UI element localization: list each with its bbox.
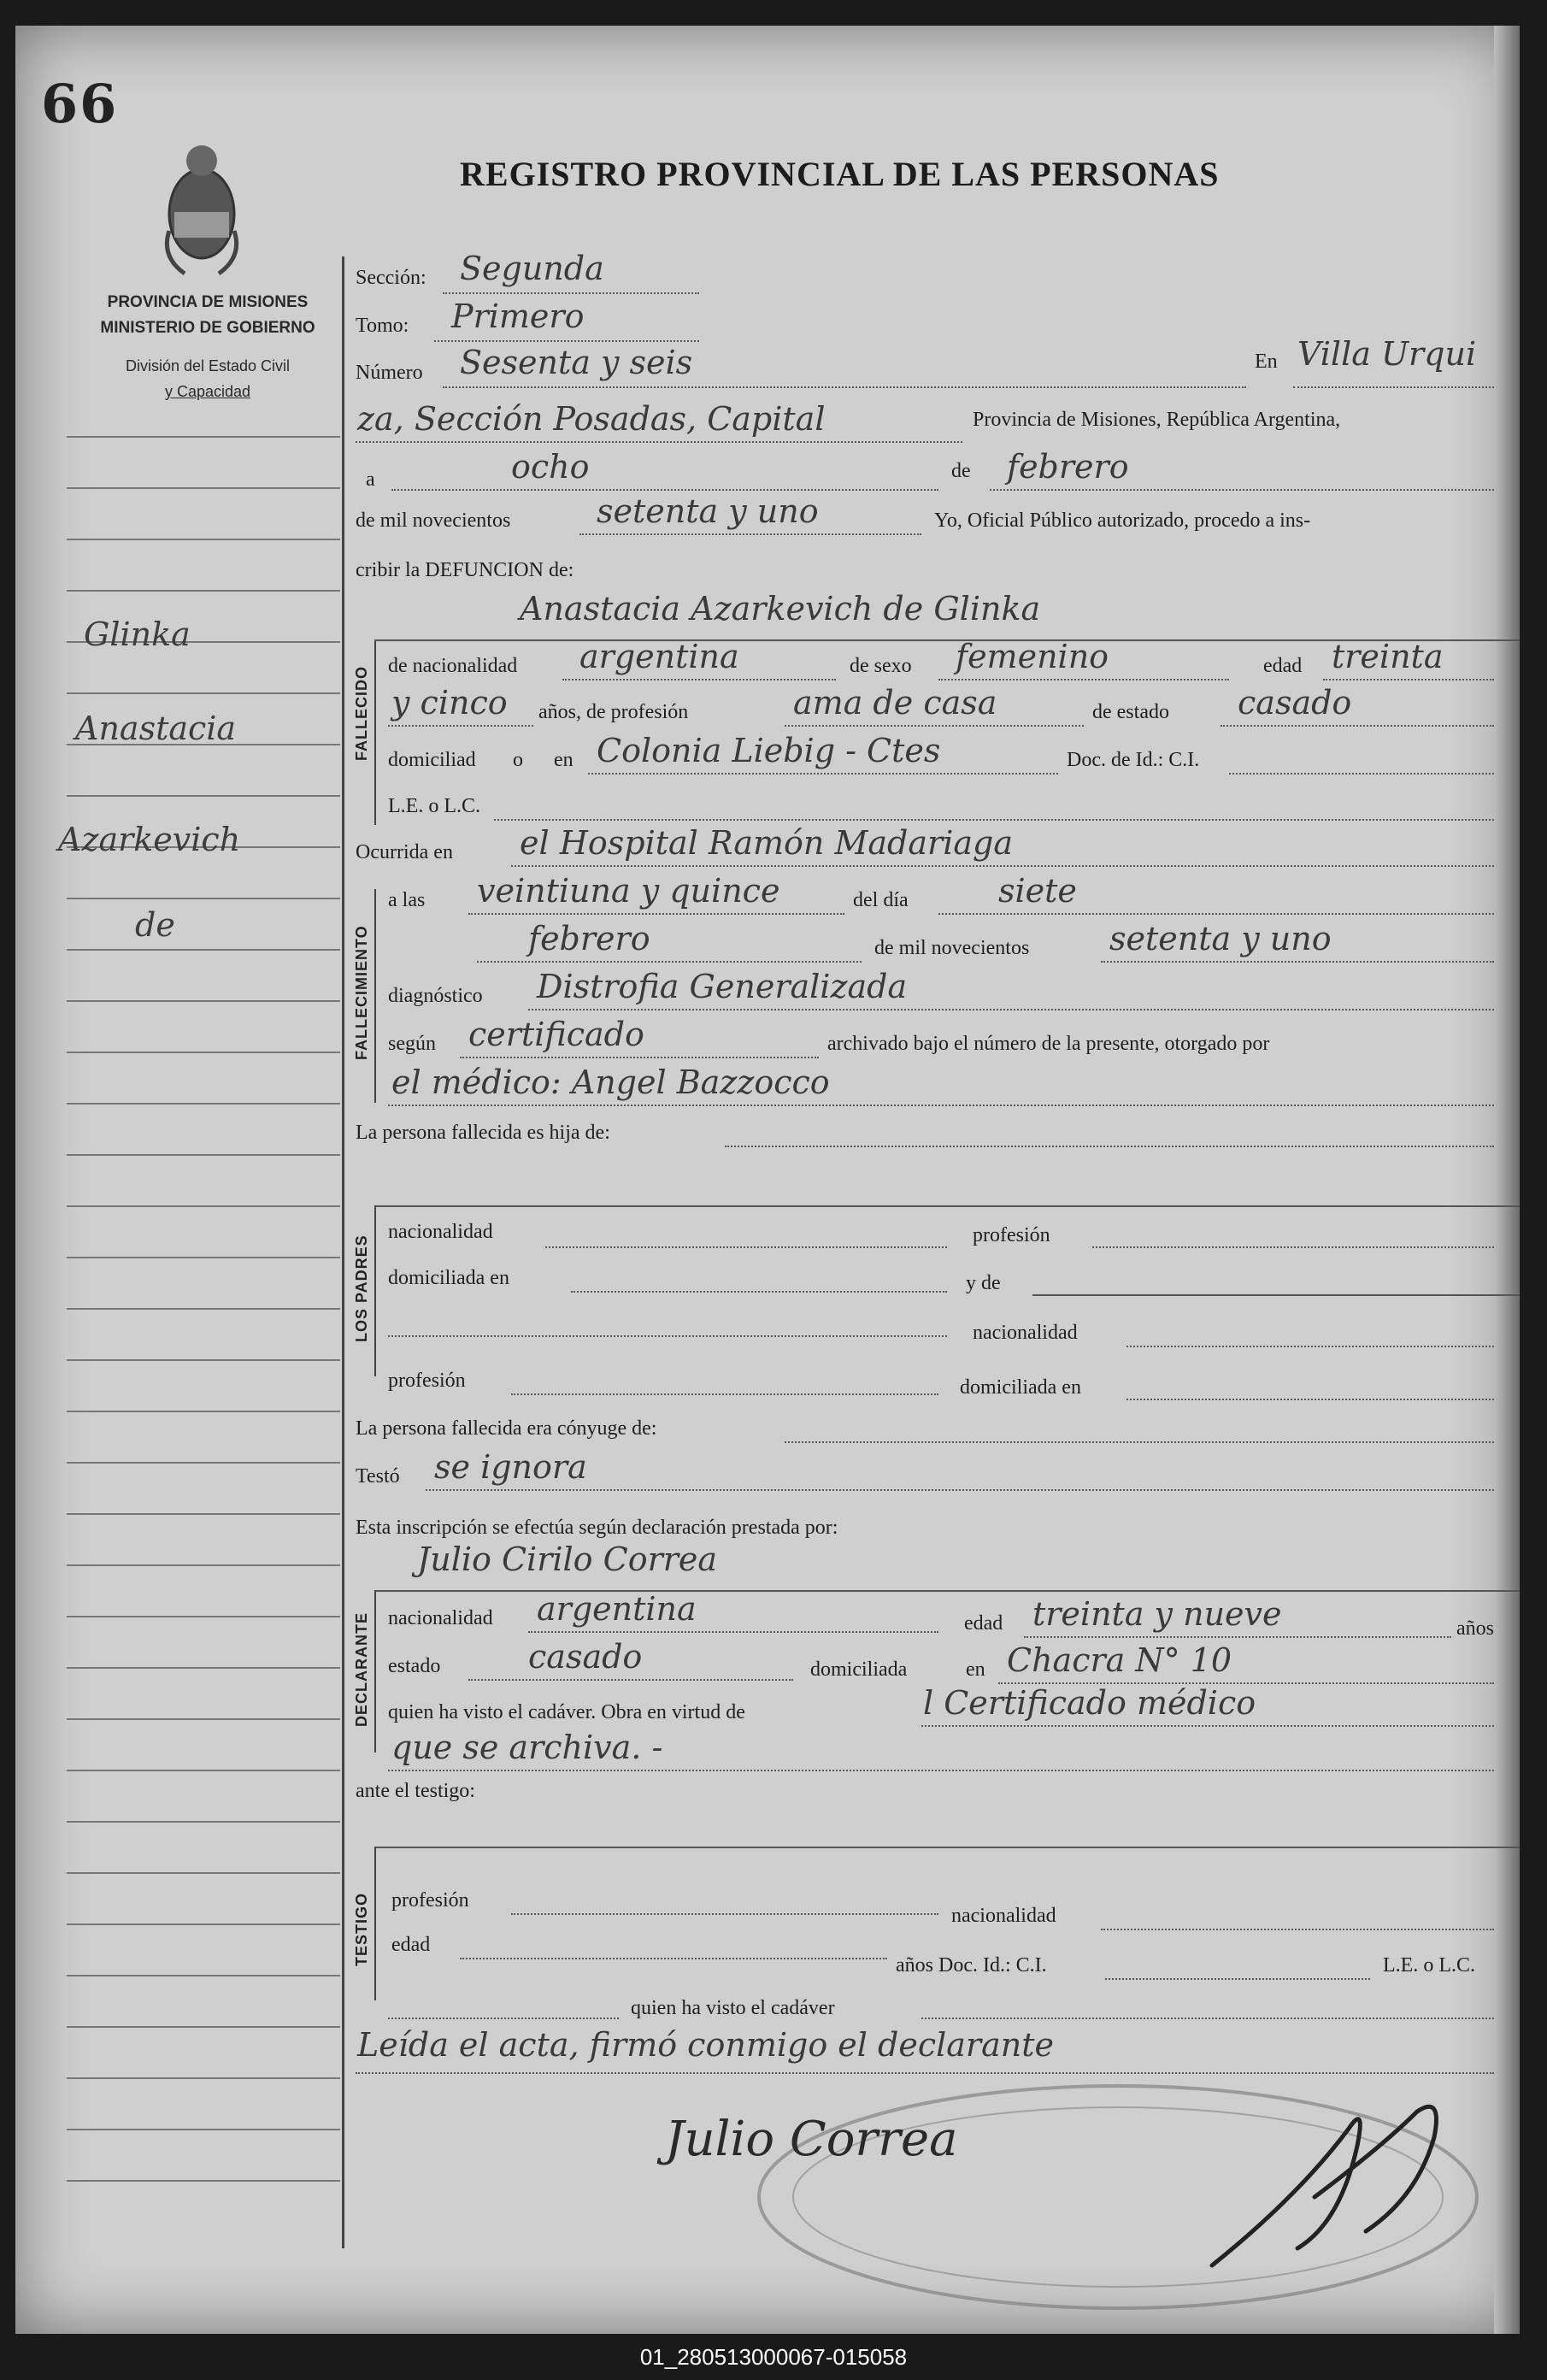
domicilio-o: o [513,749,523,771]
en-value: Villa Urqui [1297,335,1477,373]
declarante-name: Julio Cirilo Correa [417,1541,718,1578]
testigo-side-label: TESTIGO [353,1892,370,1966]
obra-value: l Certificado médico [923,1684,1256,1722]
tomo-value: Primero [451,298,585,335]
declarante-nacionalidad-label: nacionalidad [388,1607,493,1629]
oficial-text: Yo, Oficial Público autorizado, procedo a ins- [934,510,1311,532]
profesion-value: ama de casa [793,684,997,722]
fallecido-name: Anastacia Azarkevich de Glinka [520,590,1041,627]
madre-nacionalidad-label: nacionalidad [973,1322,1078,1344]
declarante-domicilio-value: Chacra N° 10 [1007,1641,1232,1679]
edad-label: edad [1263,655,1303,677]
inscribir-text: cribir la DEFUNCION de: [356,559,574,581]
doc-label: Doc. de Id.: C.I. [1067,749,1200,771]
en-label: En [1255,351,1278,373]
fallecido-side-label: FALLECIDO [353,666,370,761]
hora-value: veintiuna y quince [477,872,780,910]
mes-fall-value: febrero [528,920,650,957]
declarante-domicilio-en: en [966,1658,985,1681]
anio-fall-value: setenta y uno [1109,920,1332,957]
declarante-domicilio-label: domiciliada [810,1658,908,1681]
estado-label: de estado [1092,701,1169,723]
medico-value: el médico: Angel Bazzocco [391,1063,830,1101]
dia-fall-value: siete [998,872,1077,910]
padres-side-label: LOS PADRES [353,1234,370,1342]
madre-yde-label: y de [966,1272,1001,1294]
numero-value: Sesenta y seis [460,344,693,381]
image-id-footer: 01_280513000067-015058 [639,2344,908,2370]
testigo-edad-label: edad [391,1934,431,1956]
domicilio-value: Colonia Liebig - Ctes [597,732,941,769]
declaracion-text: Esta inscripción se efectúa según declaración prestada por: [356,1517,838,1539]
declarante-edad-value: treinta y nueve [1032,1595,1282,1633]
nacionalidad-value: argentina [579,638,739,675]
register-page [15,26,1520,2334]
dia-value: ocho [511,448,590,486]
sexo-label: de sexo [850,655,912,677]
margin-note-surname: Glinka [84,616,191,653]
padre-domicilio-label: domiciliada en [388,1267,509,1289]
closing-statement: Leída el acta, firmó conmigo el declarante [357,2026,1054,2064]
profesion-label: años, de profesión [538,701,689,723]
de-label: de [951,460,971,482]
testigo-nacionalidad-label: nacionalidad [951,1905,1056,1927]
segun-label: según [388,1033,436,1055]
declarante-edad-label: edad [964,1612,1003,1635]
provincia-text: Provincia de Misiones, República Argentina, [973,409,1341,431]
anio-label: de mil novecientos [356,510,511,532]
numero-label: Número [356,362,423,384]
hora-label: a las [388,889,426,911]
domicilio-label: domiciliad [388,749,476,771]
tomo-label: Tomo: [356,315,409,337]
edad-value: treinta [1332,638,1444,675]
ocurrida-value: el Hospital Ramón Madariaga [520,824,1013,862]
official-signature-icon [1195,2094,1468,2283]
declarante-estado-value: casado [528,1638,643,1676]
obra-continuation: que se archiva. - [391,1729,663,1766]
declarante-side-label: DECLARANTE [353,1612,370,1727]
anio-fall-label: de mil novecientos [874,937,1030,959]
estado-value: casado [1238,684,1352,722]
cadaver-text: quien ha visto el cadáver. Obra en virtud de [388,1701,745,1723]
padre-profesion-label: profesión [973,1224,1050,1246]
ocurrida-label: Ocurrida en [356,841,453,863]
declarante-anios: años [1456,1617,1494,1640]
declarante-estado-label: estado [388,1655,441,1677]
testigo-le-label: L.E. o L.C. [1383,1954,1475,1976]
madre-domicilio-label: domiciliada en [960,1376,1081,1399]
conyuge-text: La persona fallecida era cónyuge de: [356,1417,657,1440]
testo-label: Testó [356,1465,400,1488]
diagnostico-label: diagnóstico [388,985,483,1007]
diagnostico-value: Distrofia Generalizada [537,968,908,1005]
division-label: División del Estado Civil [125,357,291,374]
page-edge [1494,26,1520,2334]
mes-value: febrero [1007,448,1129,486]
segun-value: certificado [468,1016,644,1053]
padre-nacionalidad-label: nacionalidad [388,1221,493,1243]
capacity-label: y Capacidad [164,383,251,400]
testo-value: se ignora [434,1448,587,1486]
testigo-cadaver-text: quien ha visto el cadáver [631,1997,835,2019]
fallecimiento-side-label: FALLECIMIENTO [353,925,370,1060]
declarante-nacionalidad-value: argentina [537,1590,697,1628]
sexo-value: femenino [956,638,1109,675]
hija-de-text: La persona fallecida es hija de: [356,1122,610,1144]
province-label: PROVINCIA DE MISIONES [107,293,309,311]
padre-profesion2-label: profesión [388,1370,466,1392]
testigo-profesion-label: profesión [391,1889,469,1912]
archivado-text: archivado bajo el número de la presente, otorgado por [827,1033,1270,1055]
document-title: REGISTRO PROVINCIAL DE LAS PERSONAS [460,155,1220,193]
page-number: 66 [41,73,119,135]
nacionalidad-label: de nacionalidad [388,655,518,677]
seccion-label: Sección: [356,267,426,289]
place-continuation: za, Sección Posadas, Capital [357,400,826,438]
margin-note-maiden: Azarkevich [58,821,241,858]
coat-of-arms-icon [159,128,244,282]
ministry-label: MINISTERIO DE GOBIERNO [100,319,315,337]
dia-fall-label: del día [853,889,909,911]
declarante-signature: Julio Correa [665,2112,958,2167]
domicilio-en: en [554,749,574,771]
margin-note-de: de [135,906,175,944]
seccion-value: Segunda [460,250,604,287]
margin-note-name: Anastacia [75,710,237,747]
testigo-text: ante el testigo: [356,1780,475,1802]
a-label: a [366,468,375,491]
testigo-doc-label: años Doc. Id.: C.I. [896,1954,1047,1976]
edad-continuation: y cinco [391,684,508,722]
anio-value: setenta y uno [597,492,819,530]
column-divider [342,256,344,2248]
le-label: L.E. o L.C. [388,795,480,817]
